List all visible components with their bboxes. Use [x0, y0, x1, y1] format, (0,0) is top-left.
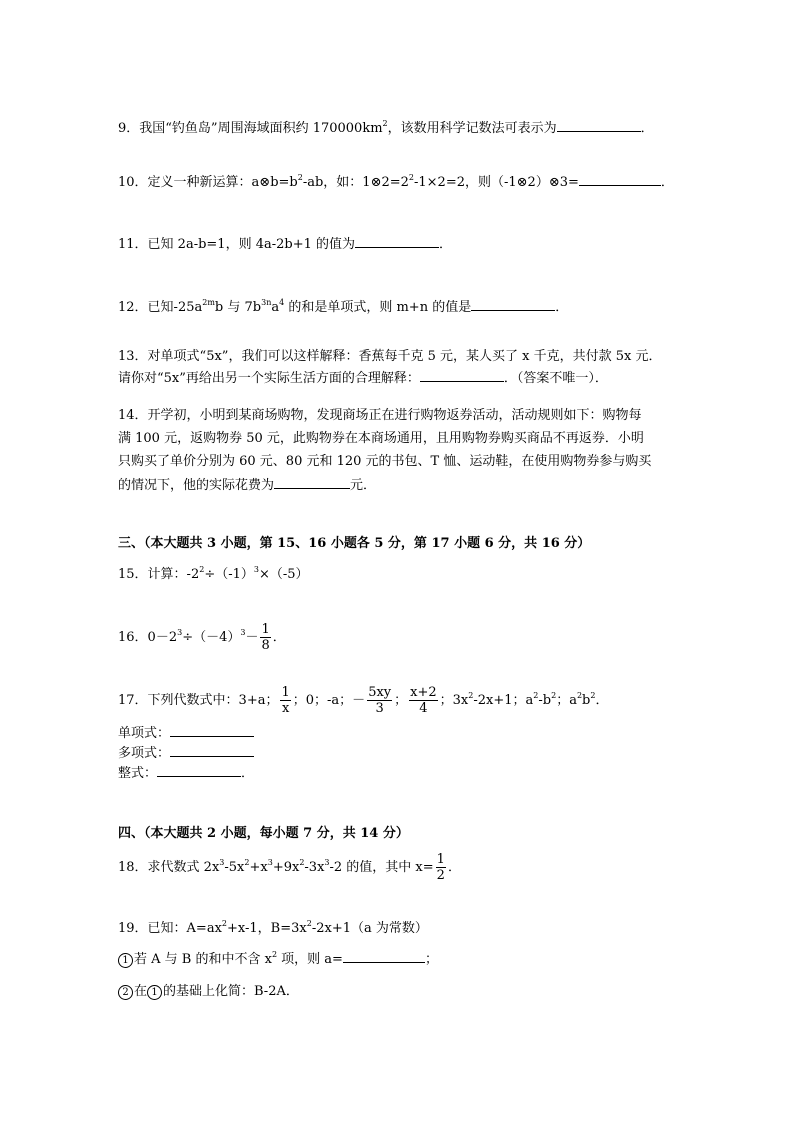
q12-end: ． [555, 300, 569, 315]
q17-text-i: b [582, 693, 591, 708]
q17-sup1: 2 [468, 691, 474, 700]
q18-sup2: 2 [244, 858, 250, 867]
q17-text-b: ；0；-a； [292, 693, 353, 708]
question-11 [118, 234, 452, 254]
q17-text-a: 下列代数式中：3+a； [147, 693, 279, 708]
question-12 [118, 297, 568, 317]
q18-sup1: 3 [219, 858, 225, 867]
q19-part1-text-a: 若 A 与 B 的和中不含 x [134, 952, 272, 967]
q9-text: 我国“钓鱼岛”周围海域面积约 170000km [139, 121, 383, 136]
question-14-line-2 [118, 430, 644, 448]
q15-number: 15． [118, 567, 148, 582]
question-13-line-1 [118, 348, 661, 366]
q19-part2-text-a: 在 [134, 984, 148, 999]
q14-line1: 开学初，小明到某商场购物，发现商场正在进行购物返券活动，活动规则如下：购物每 [147, 408, 642, 423]
q17-sup5: 2 [590, 691, 596, 700]
q17-f1-denominator: x [281, 701, 290, 716]
q15-text-c: ×（-5） [258, 567, 309, 582]
q16-frac-numerator: 1 [261, 622, 270, 637]
q18-text-d: +9x [272, 860, 300, 875]
q18-sup3: 3 [267, 858, 273, 867]
q19-part1-text-b: 项，则 a= [277, 952, 343, 967]
q17-fraction-1 [280, 685, 290, 716]
q12-text-c: a [271, 300, 280, 315]
q13-line1: 对单项式“5x”，我们可以这样解释：香蕉每千克 5 元，某人买了 x 千克，共付款 5x 元． [147, 349, 662, 364]
q18-end: ． [447, 860, 461, 875]
question-19 [118, 920, 428, 938]
q10-end: ． [660, 175, 674, 190]
q10-text-a: 定义一种新运算：a⊗b=b [147, 175, 298, 190]
q17-f2-denominator: 3 [375, 701, 384, 716]
q17-sup4: 2 [576, 691, 583, 700]
q19-part1-end: ； [424, 952, 438, 967]
q18-sup5: 3 [324, 858, 330, 867]
q12-text-d: 的和是单项式，则 m+n 的值是 [284, 300, 472, 315]
q16-text-b: ÷（－4） [182, 630, 241, 645]
q17-polynomial-line [118, 743, 254, 763]
q10-sup1: 2 [297, 173, 303, 182]
q17-text-e: ；3x [439, 693, 469, 708]
q19-sup2: 2 [306, 919, 312, 928]
q12-sup3: 4 [279, 298, 285, 307]
q14-line3: 只购买了单价分别为 60 元、80 元和 120 元的书包、T 恤、运动鞋，在使用购物券参与购买 [118, 454, 652, 469]
q17-fraction-3 [409, 685, 438, 716]
q17-text-d: ； [394, 693, 408, 708]
q10-text-c: -1×2=2，则（-1⊗2）⊗3= [414, 175, 579, 190]
q17-f1-numerator: 1 [281, 685, 290, 700]
question-14-line-4 [118, 475, 376, 495]
q19-part1-circled-number: 1 [118, 953, 133, 968]
q10-text-b: -ab，如：1⊗2=2 [302, 175, 409, 190]
q17-polynomial-label: 多项式： [118, 746, 171, 761]
q9-end: ． [640, 121, 654, 136]
q16-text-c: － [245, 630, 259, 645]
q14-answer-blank[interactable] [274, 475, 350, 489]
q19-part2-text-b: 的基础上化简：B-2A． [163, 984, 299, 999]
q19-part2-circled-number: 2 [118, 985, 133, 1000]
q17-number: 17． [118, 693, 148, 708]
q17-monomial-label: 单项式： [118, 726, 171, 741]
q19-part1-sup: 2 [271, 950, 278, 959]
q9-sup: 2 [382, 119, 388, 128]
q15-sup1: 2 [199, 565, 205, 574]
q12-answer-blank[interactable] [471, 297, 555, 311]
q17-sup2: 2 [533, 691, 539, 700]
q19-text-a: 已知：A=ax [147, 921, 222, 936]
question-17 [118, 685, 608, 716]
q15-text-a: 计算：-2 [147, 567, 200, 582]
q17-text-h: ；a [556, 693, 577, 708]
q12-number: 12． [118, 300, 148, 315]
q17-monomial-line [118, 723, 254, 743]
question-18 [118, 852, 461, 883]
q17-text-g: -b [538, 693, 552, 708]
q17-integral-blank[interactable] [157, 763, 241, 777]
q13-line2a: 请你对“5x”再给出另一个实际生活方面的合理解释： [118, 371, 420, 386]
q18-text-b: -5x [224, 860, 245, 875]
q17-polynomial-blank[interactable] [170, 743, 254, 757]
q18-text-e: -3x [304, 860, 325, 875]
q16-frac-denominator: 8 [261, 638, 270, 653]
q19-part-2 [118, 983, 299, 1001]
q17-text-f: -2x+1；a [473, 693, 534, 708]
q14-line4a: 的情况下，他的实际花费为 [118, 478, 275, 493]
question-16 [118, 622, 286, 653]
q16-sup1: 3 [177, 628, 183, 637]
q19-text-c: -2x+1（a 为常数） [311, 921, 428, 936]
q12-text-b: b 与 7b [214, 300, 262, 315]
question-14-line-1 [118, 407, 642, 425]
q13-line2b: ．（答案不唯一）． [503, 371, 608, 386]
q11-end: ． [439, 237, 453, 252]
question-9 [118, 118, 654, 138]
q9-number: 9． [118, 121, 140, 136]
q16-number: 16． [118, 630, 148, 645]
question-10 [118, 172, 674, 192]
q18-number: 18． [118, 860, 148, 875]
q17-text-c: － [352, 693, 366, 708]
q11-number: 11． [118, 237, 148, 252]
q17-integral-label: 整式： [118, 766, 158, 781]
q17-f2-numerator: 5xy [368, 685, 392, 700]
q17-sup3: 2 [551, 691, 557, 700]
q18-text-c: +x [249, 860, 268, 875]
q18-frac-numerator: 1 [436, 852, 445, 867]
q9-tail: ，该数用科学记数法可表示为 [387, 121, 557, 136]
q16-end: ． [272, 630, 286, 645]
q12-sup1: 2m [202, 298, 215, 307]
q16-text-a: 0－2 [147, 630, 178, 645]
q11-text: 已知 2a-b=1，则 4a-2b+1 的值为 [147, 237, 356, 252]
q19-number: 19． [118, 921, 148, 936]
q17-integral-line [118, 763, 254, 783]
q17-monomial-blank[interactable] [170, 723, 254, 737]
q10-answer-blank[interactable] [579, 172, 661, 186]
q19-part2-circled-ref: 1 [147, 985, 162, 1000]
q17-f3-denominator: 4 [419, 701, 428, 716]
question-15 [118, 566, 309, 584]
q19-part1-answer-blank[interactable] [343, 949, 425, 963]
q18-text-a: 求代数式 2x [147, 860, 220, 875]
q14-number: 14． [118, 408, 148, 423]
question-13-line-2 [118, 368, 608, 388]
q17-end: ． [595, 693, 609, 708]
q17-integral-end: ． [241, 766, 255, 781]
section-4-heading: 四、（本大题共 2 小题，每小题 7 分，共 14 分） [118, 826, 409, 841]
q9-answer-blank[interactable] [557, 118, 641, 132]
q15-text-b: ÷（-1） [204, 567, 254, 582]
q14-line2: 满 100 元，返购物券 50 元，此购物券在本商场通用，且用购物券购买商品不再返券．小明 [118, 431, 644, 446]
q19-sup1: 2 [221, 919, 228, 928]
q13-answer-blank[interactable] [420, 368, 504, 382]
question-14-line-3 [118, 453, 651, 471]
q15-sup2: 3 [253, 565, 259, 574]
q12-sup2: 3n [261, 298, 272, 307]
q18-frac-denominator: 2 [436, 868, 445, 883]
q18-fraction [436, 852, 446, 883]
q12-text-a: 已知-25a [147, 300, 203, 315]
q17-fraction-2 [367, 685, 392, 716]
q19-part-1 [118, 949, 438, 969]
q16-sup2: 3 [240, 628, 246, 637]
q10-sup2: 2 [408, 173, 414, 182]
q18-text-f: -2 的值，其中 x= [329, 860, 434, 875]
q14-line4b: 元． [350, 478, 377, 493]
q17-f3-numerator: x+2 [410, 685, 437, 700]
q13-number: 13． [118, 349, 148, 364]
q16-fraction [260, 622, 270, 653]
q18-sup4: 2 [299, 858, 305, 867]
section-3-heading: 三、（本大题共 3 小题，第 15、16 小题各 5 分，第 17 小题 6 分，共 16 分） [118, 536, 591, 551]
q19-text-b: +x-1，B=3x [227, 921, 307, 936]
q10-number: 10． [118, 175, 148, 190]
q11-answer-blank[interactable] [355, 234, 439, 248]
